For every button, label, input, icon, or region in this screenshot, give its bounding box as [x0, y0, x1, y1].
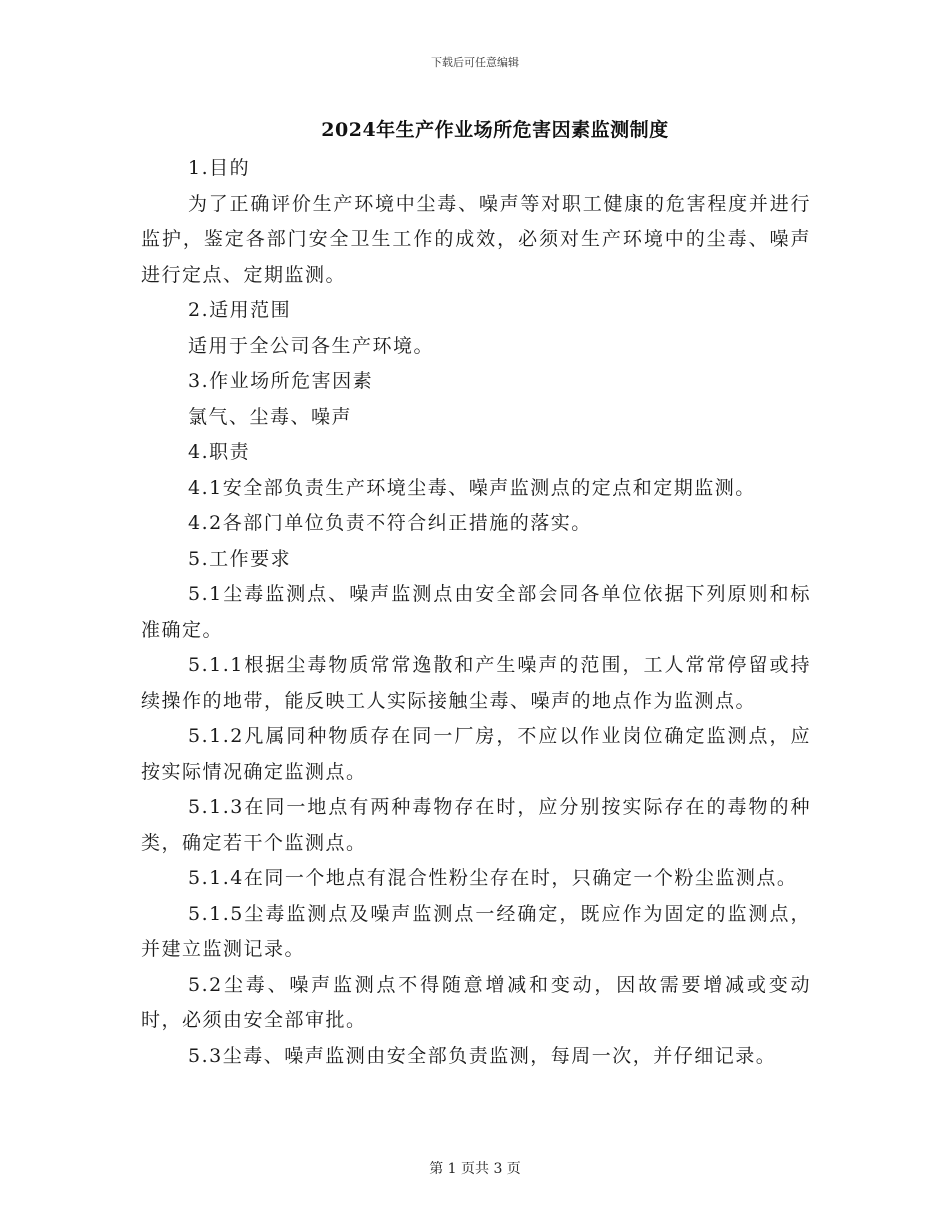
document-body — [141, 151, 811, 1074]
paragraph-5-1-2: 5.1.2凡属同种物质存在同一厂房，不应以作业岗位确定监测点，应按实际情况确定监测点。 — [141, 725, 811, 783]
paragraph-purpose: 为了正确评价生产环境中尘毒、噪声等对职工健康的危害程度并进行监护，鉴定各部门安全卫生工作的成效，必须对生产环境中的尘毒、噪声进行定点、定期监测。 — [141, 192, 811, 286]
paragraph-5-1-1: 5.1.1根据尘毒物质常常逸散和产生噪声的范围，工人常常停留或持续操作的地带，能反映工人实际接触尘毒、噪声的地点作为监测点。 — [141, 654, 811, 712]
page-number-footer: 第 1 页共 3 页 — [429, 1161, 521, 1177]
section-heading-hazards: 3.作业场所危害因素 — [188, 370, 374, 392]
section-heading-purpose: 1.目的 — [188, 157, 251, 179]
paragraph-scope: 适用于全公司各生产环境。 — [188, 334, 435, 357]
paragraph-5-3: 5.3尘毒、噪声监测由安全部负责监测，每周一次，并仔细记录。 — [188, 1044, 777, 1067]
section-heading-scope: 2.适用范围 — [188, 299, 292, 321]
section-heading-duties: 4.职责 — [188, 441, 251, 463]
paragraph-5-1-4: 5.1.4在同一个地点有混合性粉尘存在时，只确定一个粉尘监测点。 — [188, 867, 798, 889]
paragraph-5-1-3: 5.1.3在同一地点有两种毒物存在时，应分别按实际存在的毒物的种类，确定若干个监测点。 — [141, 796, 811, 854]
section-heading-requirements: 5.工作要求 — [188, 547, 292, 570]
paragraph-5-1: 5.1尘毒监测点、噪声监测点由安全部会同各单位依据下列原则和标准确定。 — [141, 583, 811, 641]
document-title: 2024年生产作业场所危害因素监测制度 — [321, 119, 669, 141]
paragraph-5-1-5: 5.1.5尘毒监测点及噪声监测点一经确定，既应作为固定的监测点，并建立监测记录。 — [141, 902, 811, 960]
paragraph-duty-4-1: 4.1安全部负责生产环境尘毒、噪声监测点的定点和定期监测。 — [188, 476, 756, 499]
page-header-note: 下载后可任意编辑 — [431, 56, 519, 69]
paragraph-hazards: 氯气、尘毒、噪声 — [188, 405, 353, 428]
paragraph-5-2: 5.2尘毒、噪声监测点不得随意增减和变动，因故需要增减或变动时，必须由安全部审批。 — [141, 973, 811, 1031]
paragraph-duty-4-2: 4.2各部门单位负责不符合纠正措施的落实。 — [188, 512, 592, 534]
